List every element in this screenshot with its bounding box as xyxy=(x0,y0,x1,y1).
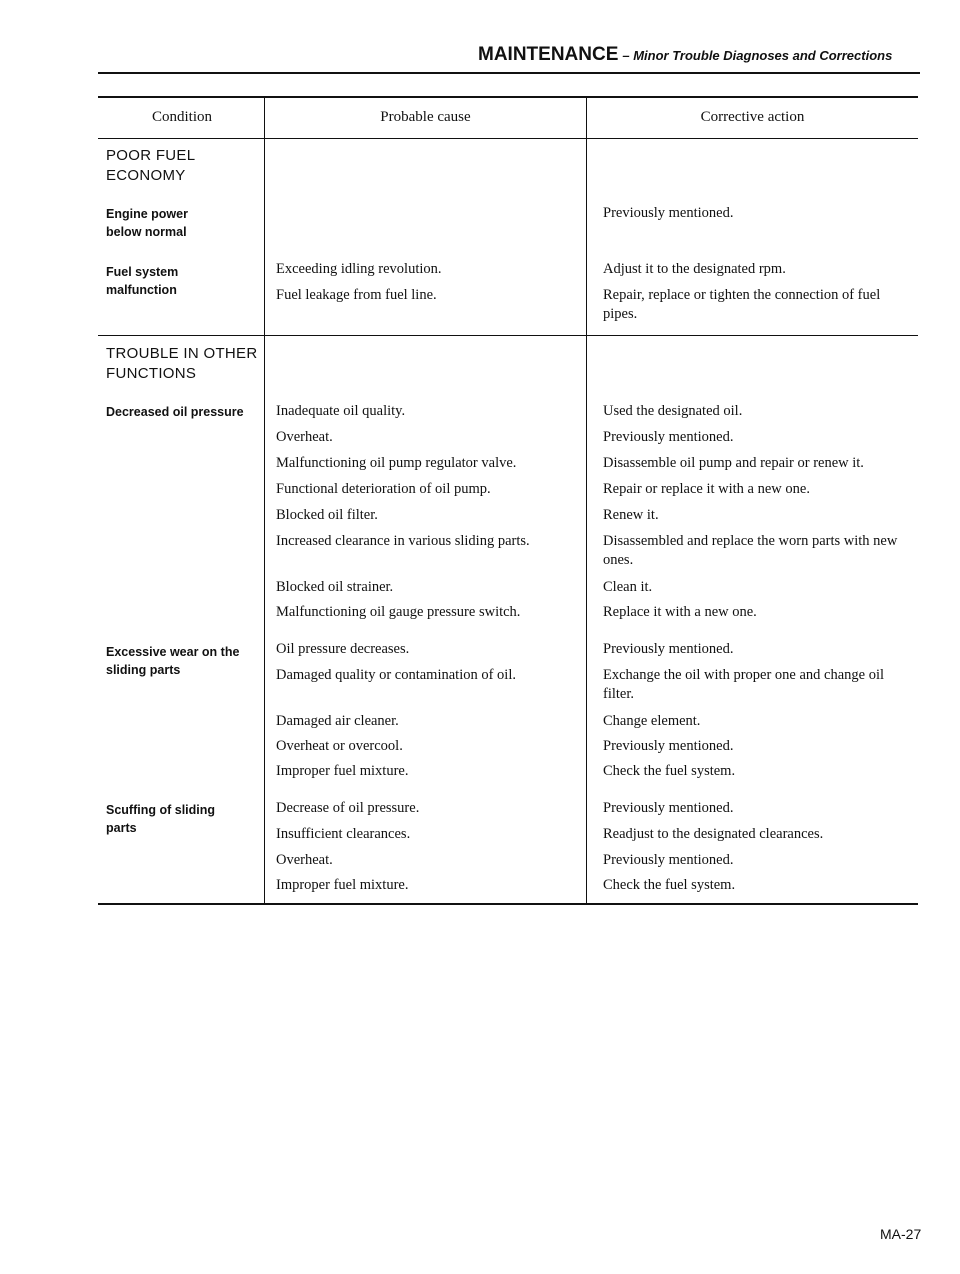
header-rule xyxy=(98,72,920,74)
section-heading-line: POOR FUEL xyxy=(106,147,196,164)
probable-cause: Functional deterioration of oil pump. xyxy=(276,481,491,497)
probable-cause: Improper fuel mixture. xyxy=(276,877,409,893)
condition-line: malfunction xyxy=(106,283,177,297)
column-header-corrective-action: Corrective action xyxy=(700,109,805,125)
corrective-action: Replace it with a new one. xyxy=(603,604,757,620)
section-heading-line: TROUBLE IN OTHER xyxy=(106,345,258,362)
corrective-action: Previously mentioned. xyxy=(603,641,734,657)
probable-cause: Inadequate oil quality. xyxy=(276,403,406,419)
probable-cause: Blocked oil strainer. xyxy=(276,579,394,595)
corrective-action: Clean it. xyxy=(603,579,653,595)
corrective-action: Previously mentioned. xyxy=(603,800,734,816)
corrective-action: Disassemble oil pump and repair or renew it. xyxy=(603,455,864,471)
probable-cause: Increased clearance in various sliding parts. xyxy=(276,533,530,549)
probable-cause: Damaged air cleaner. xyxy=(276,713,399,729)
corrective-action: Renew it. xyxy=(603,507,659,523)
table-top-rule xyxy=(98,96,918,98)
probable-cause: Oil pressure decreases. xyxy=(276,641,410,657)
probable-cause: Insufficient clearances. xyxy=(276,826,411,842)
probable-cause: Exceeding idling revolution. xyxy=(276,261,442,277)
corrective-action: Repair or replace it with a new one. xyxy=(603,481,810,497)
condition-label xyxy=(106,801,215,837)
condition-line: below normal xyxy=(106,225,187,239)
corrective-action: Previously mentioned. xyxy=(603,852,734,868)
corrective-action: Check the fuel system. xyxy=(603,877,736,893)
corrective-action: Change element. xyxy=(603,713,701,729)
condition-line: parts xyxy=(106,821,137,835)
corrective-action: Previously mentioned. xyxy=(603,429,734,445)
section-heading xyxy=(106,146,195,186)
probable-cause: Overheat. xyxy=(276,429,333,445)
condition-line: Engine power xyxy=(106,207,188,221)
header-subtitle: – Minor Trouble Diagnoses and Corrections xyxy=(622,48,893,63)
column-header-condition: Condition xyxy=(151,109,212,125)
column-divider-1 xyxy=(264,96,265,904)
condition-label xyxy=(106,643,239,679)
column-header-rule xyxy=(98,138,918,139)
probable-cause: Malfunctioning oil gauge pressure switch. xyxy=(276,604,521,620)
section-heading-line: ECONOMY xyxy=(106,167,186,184)
corrective-action: Previously mentioned. xyxy=(603,738,734,754)
page-header xyxy=(478,44,918,66)
page-number: MA-27 xyxy=(880,1226,922,1242)
corrective-action: Disassembled and replace the worn parts with new ones. xyxy=(603,533,898,568)
probable-cause: Overheat or overcool. xyxy=(276,738,403,754)
condition-line: Excessive wear on the xyxy=(106,645,240,659)
corrective-action: Repair, replace or tighten the connection of fuel pipes. xyxy=(603,287,881,322)
probable-cause: Fuel leakage from fuel line. xyxy=(276,287,437,303)
probable-cause: Damaged quality or contamination of oil. xyxy=(276,667,516,683)
condition-line: Decreased oil pressure xyxy=(106,405,244,419)
condition-line: Fuel system xyxy=(106,265,179,279)
probable-cause: Decrease of oil pressure. xyxy=(276,800,420,816)
probable-cause: Overheat. xyxy=(276,852,333,868)
corrective-action: Adjust it to the designated rpm. xyxy=(603,261,786,277)
column-header-probable-cause: Probable cause xyxy=(380,109,471,125)
section-heading-line: FUNCTIONS xyxy=(106,365,197,382)
probable-cause: Improper fuel mixture. xyxy=(276,763,409,779)
corrective-action: Previously mentioned. xyxy=(603,205,734,221)
condition-label xyxy=(106,263,178,299)
probable-cause: Malfunctioning oil pump regulator valve. xyxy=(276,455,517,471)
header-title: MAINTENANCE xyxy=(478,44,619,65)
corrective-action: Exchange the oil with proper one and change oil filter. xyxy=(603,667,885,702)
corrective-action: Used the designated oil. xyxy=(603,403,743,419)
condition-line: sliding parts xyxy=(106,663,181,677)
corrective-action: Readjust to the designated clearances. xyxy=(603,826,824,842)
column-divider-2 xyxy=(586,96,587,904)
section-divider xyxy=(98,335,918,336)
probable-cause: Blocked oil filter. xyxy=(276,507,378,523)
condition-label xyxy=(106,205,188,241)
section-heading xyxy=(106,344,257,384)
condition-line: Scuffing of sliding xyxy=(106,803,216,817)
corrective-action: Check the fuel system. xyxy=(603,763,736,779)
table-bottom-rule xyxy=(98,903,918,905)
condition-label xyxy=(106,403,244,421)
